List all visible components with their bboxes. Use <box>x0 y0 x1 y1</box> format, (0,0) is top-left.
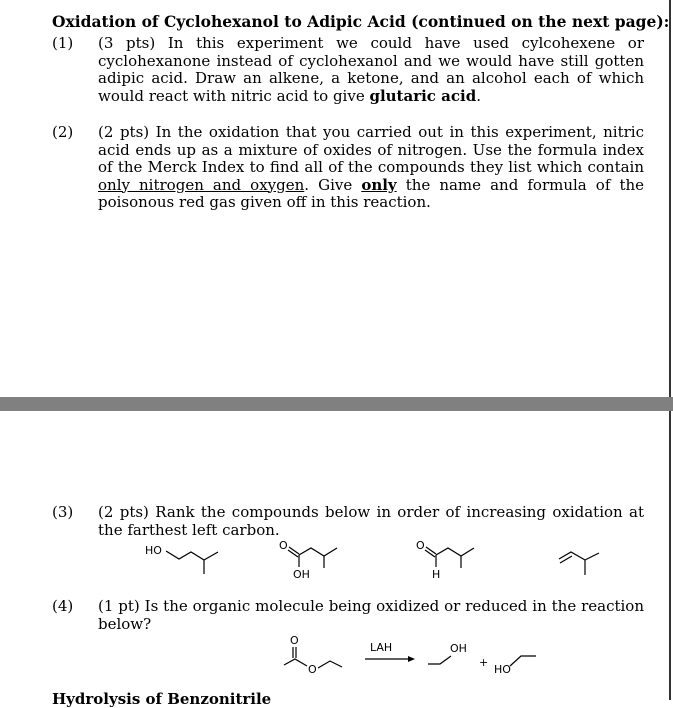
o-label: O <box>279 539 288 552</box>
h-label: H <box>432 568 441 581</box>
molecule-aldehyde <box>412 535 497 585</box>
question-text: (2 pts) Rank the compounds below in order of increasing oxidation at the farthest left carbon. <box>98 503 644 539</box>
molecule-alcohol <box>140 538 240 583</box>
section-divider <box>0 397 673 411</box>
question-4 <box>52 598 644 634</box>
molecule-alkene <box>555 545 615 585</box>
reaction-scheme <box>280 630 560 685</box>
question-text: (2 pts) In the oxidation that you carried out in this experiment, nitric acid ends up as a mixture of oxides of nitrogen. Use the formula index of the Merck Index to find all of the compounds they list which contain only nitrogen and oxygen. Give only the name and formula of the poisonous red gas given off in this reaction. <box>98 123 645 211</box>
plus-sign: + <box>479 656 489 669</box>
o-label: O <box>308 663 317 676</box>
question-1 <box>52 35 644 107</box>
ho-label: HO <box>145 544 162 557</box>
molecule-carboxylic-acid <box>277 535 357 585</box>
ho-label: HO <box>494 663 511 676</box>
o-label: O <box>290 634 299 647</box>
reagent-label: LAH <box>370 641 393 654</box>
oh-label: OH <box>450 642 467 655</box>
page-title: Oxidation of Cyclohexanol to Adipic Acid (continued on the next page): <box>52 12 670 31</box>
question-number: (2) <box>52 123 74 141</box>
question-number: (1) <box>52 34 74 52</box>
question-number: (3) <box>52 503 74 521</box>
o-label: O <box>416 539 425 552</box>
question-text: (1 pt) Is the organic molecule being oxidized or reduced in the reaction below? <box>98 597 644 633</box>
question-2 <box>52 124 644 214</box>
next-section-heading: Hydrolysis of Benzonitrile <box>52 690 272 708</box>
question-text: (3 pts) In this experiment we could have used cylcohexene or cyclohexanone instead of cyclohexanol and we would have still gotten adipic acid. Draw an alkene, a ketone, and an alcohol each of which would react with nitric acid to give glutaric acid. <box>98 34 644 105</box>
oh-label: OH <box>293 568 310 581</box>
question-number: (4) <box>52 597 74 615</box>
